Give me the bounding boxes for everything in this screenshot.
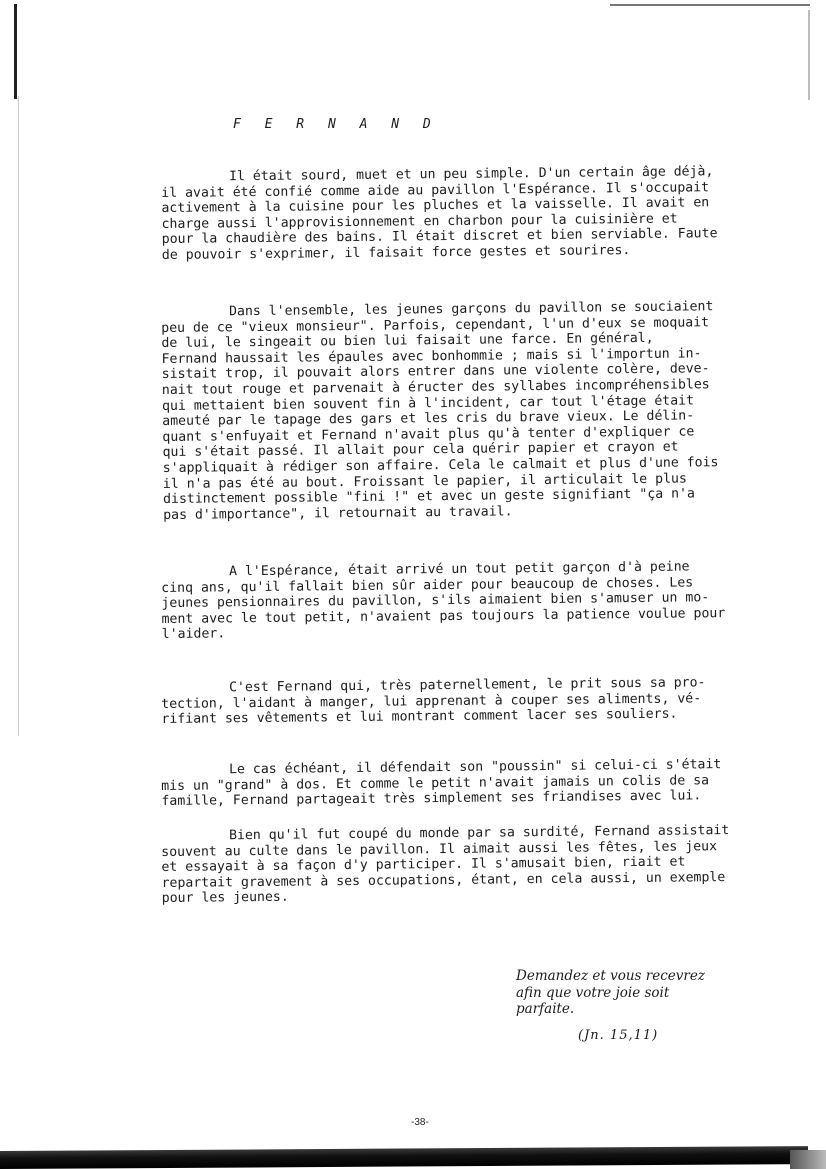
paragraph-line: Fernand haussait les épaules avec bonhommie ; mais si l'importun in- bbox=[161, 346, 702, 367]
paragraph-line: s'appliquait à rédiger son affaire. Cela le calmait et plus d'une fois bbox=[162, 455, 719, 476]
quote-line: parfaite. bbox=[516, 1001, 575, 1017]
quote-line: afin que votre joie soit bbox=[516, 984, 670, 1001]
paragraph-line: peu de ce "vieux monsieur". Parfois, cependant, l'un d'eux se moquait bbox=[161, 314, 710, 336]
page-number: -38- bbox=[411, 1117, 429, 1128]
paragraph-line: A l'Espérance, était arrivé un tout petit garçon d'à peine bbox=[228, 559, 690, 580]
paragraph-line: et essayait à sa façon d'y participer. Il s'amusait bien, riait et bbox=[161, 854, 686, 876]
paragraph-line: distinctement possible "fini !" et avec un geste signifiant "ça n'a bbox=[162, 486, 696, 508]
paragraph-4 bbox=[161, 675, 761, 728]
paragraph-line: qui mettaient bien souvent fin à l'incident, car tout l'étage était bbox=[161, 392, 695, 414]
paragraph-line: charge aussi l'approvisionnement en charbon pour la cuisinière et bbox=[161, 211, 678, 232]
paragraph-line: activement à la cuisine pour les pluches et la vaisselle. Il avait en bbox=[161, 195, 710, 217]
paragraph-5 bbox=[161, 757, 761, 810]
scan-edge-right bbox=[808, 10, 810, 100]
paragraph-line: Dans l'ensemble, les jeunes garçons du pavillon se souciaient bbox=[228, 299, 714, 320]
paragraph-line: de pouvoir s'exprimer, il faisait force gestes et sourires. bbox=[161, 243, 631, 263]
paragraph-line: nait tout rouge et parvenait à éructer des syllabes incompréhensibles bbox=[161, 377, 710, 398]
paragraph-line: Le cas échéant, il défendait son "poussin" si celui-ci s'était bbox=[228, 757, 722, 778]
paragraph-line: Il était sourd, muet et un peu simple. D'un certain âge déjà, bbox=[228, 164, 714, 185]
scan-edge-top bbox=[610, 4, 810, 6]
paragraph-line: quant s'enfuyait et Fernand n'avait plus qu'à tenter d'expliquer ce bbox=[162, 424, 695, 445]
paragraph-line: cinq ans, qu'il fallait bien sûr aider pour beaucoup de choses. Les bbox=[161, 575, 694, 596]
paragraph-line: jeunes pensionnaires du pavillon, s'ils aimaient bien s'amuser un mo- bbox=[161, 590, 710, 612]
scan-edge-bottom bbox=[0, 1146, 808, 1169]
document-title: F E R N A N D bbox=[233, 117, 439, 132]
paragraph-line: l'aider. bbox=[161, 626, 226, 643]
paragraph-line: pour la chaudière des bains. Il était discret et bien serviable. Faute bbox=[161, 226, 718, 248]
paragraph-line: pas d'importance", il retournait au travail. bbox=[163, 504, 513, 523]
paragraph-line: pour les jeunes. bbox=[161, 890, 289, 907]
paragraph-line: il avait été confié comme aide au pavillon l'Espérance. Il s'occupait bbox=[161, 179, 710, 201]
paragraph-line: C'est Fernand qui, très paternellement, le prit sous sa pro- bbox=[228, 675, 706, 696]
scripture-quote bbox=[516, 968, 705, 1018]
paragraph-line: repartait gravement à ses occupations, étant, en cela aussi, un exemple bbox=[161, 869, 726, 891]
quote-reference: (Jn. 15,11) bbox=[578, 1028, 659, 1043]
quote-line: Demandez et vous recevrez bbox=[516, 968, 705, 984]
paragraph-line: ameuté par le tapage des gars et les cris du brave vieux. Le délin- bbox=[162, 408, 695, 430]
paragraph-line: Bien qu'il fut coupé du monde par sa surdité, Fernand assistait bbox=[228, 823, 730, 844]
scan-edge-bottom-corner bbox=[790, 1150, 826, 1169]
paragraph-line: sistait trop, il pouvait alors entrer dans une violente colère, deve- bbox=[161, 361, 710, 383]
paragraph-line: mis un "grand" à dos. Et comme le petit n'avait jamais un colis de sa bbox=[161, 772, 710, 794]
scan-edge-left-shadow bbox=[18, 96, 19, 736]
paragraph-2 bbox=[161, 299, 763, 524]
paragraph-6 bbox=[161, 823, 762, 907]
paragraph-3 bbox=[161, 559, 762, 643]
paragraph-1 bbox=[161, 164, 762, 264]
paragraph-line: rifiant ses vêtements et lui montrant comment lacer ses souliers. bbox=[161, 706, 678, 728]
paragraph-line: qui s'était passé. Il allait pour cela quérir papier et crayon et bbox=[162, 439, 679, 461]
paragraph-line: ment avec le tout petit, n'avaient pas toujours la patience voulue pour bbox=[161, 605, 726, 627]
paragraph-line: souvent au culte dans le pavillon. Il aimait aussi les fêtes, les jeux bbox=[161, 838, 718, 860]
paragraph-line: tection, l'aidant à manger, lui apprenant à couper ses aliments, vé- bbox=[161, 690, 702, 712]
paragraph-line: de lui, le singeait ou bien lui faisait une farce. En général, bbox=[161, 331, 654, 352]
paragraph-line: famille, Fernand partageait très simplement ses friandises avec lui. bbox=[161, 788, 702, 810]
scan-edge-left bbox=[14, 4, 17, 99]
paragraph-line: il n'a pas été au bout. Froissant le papier, il articulait le plus bbox=[162, 471, 687, 492]
